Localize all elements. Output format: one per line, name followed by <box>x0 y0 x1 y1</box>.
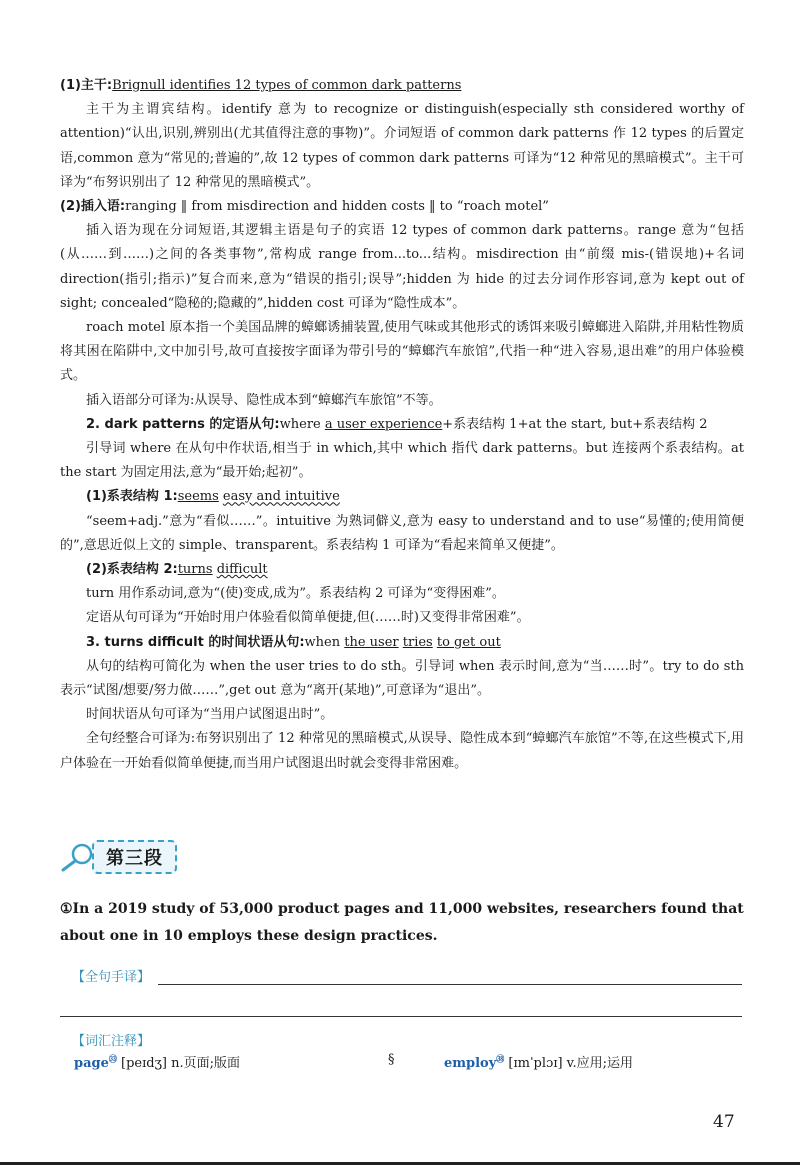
p4-explanation: “seem+adj.”意为“看似……”。intuitive 为熟词僻义,意为 easy to understand and to use“易懂的;使用简便的”,意思近似上文的 simple、transparent。系表结构 1 可译为“看起来简单又便捷”。 <box>60 513 744 553</box>
p6-explanation-3: 全句经整合可译为:布努识别出了 12 种常见的黑暗模式,从误导、隐性成本到“蟑螂汽车旅馆”不等,在这些模式下,用户体验在一开始看似简单便捷,而当用户试图退出时就会变得非常困难。 <box>60 731 744 771</box>
p2-explanation-3: 插入语部分可译为:从误导、隐性成本到“蟑螂汽车旅馆”不等。 <box>86 392 442 408</box>
p3-post: +系表结构 1+at the start, but+系表结构 2 <box>442 416 708 432</box>
section-title: 第三段 <box>92 840 177 874</box>
p3-explanation: 引导词 where 在从句中作状语,相当于 in which,其中 which 指代 dark patterns。but 连接两个系表结构。at the start 为固定用法,意为“最开始;起初”。 <box>60 441 744 481</box>
vocab-word: employ <box>444 1056 497 1071</box>
p5-explanation-1: turn 用作系动词,意为“(使)变成,成为”。系表结构 2 可译为“变得困难”。 <box>86 586 505 602</box>
p2-insertion: ranging ‖ from misdirection and hidden costs ‖ to “roach motel” <box>125 199 549 215</box>
p6-heading <box>60 631 744 655</box>
vocab-number: ㊳ <box>496 1053 505 1064</box>
p1-label: (1)主干: <box>60 78 113 93</box>
p6-explanation-2: 时间状语从句可译为“当用户试图退出时”。 <box>86 707 334 723</box>
p1-explanation: 主干为主谓宾结构。identify 意为 to recognize or distinguish(especially sth considered worthy of attention)“认出,识别,辨别出(尤其值得注意的事物)”。介词短语 of common dark patterns 作 12 types 的后置定语,common 意为“常见的;普遍的”,故 12 types of common dark patterns 可译为“12 种常见的黑暗模式”。主干可译为“布努识别出了 12 种常见的黑暗模式”。 <box>60 102 744 190</box>
bottom-divider <box>0 1162 800 1165</box>
p4-predicative: easy and intuitive <box>222 489 340 505</box>
p3-label: 2. dark patterns 的定语从句: <box>86 416 280 432</box>
p2-explanation-2: roach motel 原本指一个美国品牌的蟑螂诱捕装置,使用气味或其他形式的诱饵来吸引蟑螂进入陷阱,并用粘性物质将其困在陷阱中,文中加引号,故可直接按字面译为带引号的“蟑螂汽车旅馆”,代指一种“进入容易,退出难”的用户体验模式。 <box>60 320 744 384</box>
p4-label: (1)系表结构 1: <box>86 489 178 505</box>
p2-explanation-1: 插入语为现在分词短语,其逻辑主语是句子的宾语 12 types of common dark patterns。range 意为“包括(从……到……)之间的各类事物”,常构成 range from...to...结构。misdirection 由“前缀 mis-(错误地)+名词 direction(指引;指示)”复合而来,意为“错误的指引;误导”;hidden 为 hide 的过去分词作形容词,意为 kept out of sight; concealed“隐秘的;隐藏的”,hidden cost 可译为“隐性成本”。 <box>60 223 744 311</box>
p1-heading <box>60 74 744 98</box>
p6-explanation-1: 从句的结构可简化为 when the user tries to do sth。引导词 when 表示时间,意为“当……时”。try to do sth 表示“试图/想要/努力做……”,get out 意为“离开(某地)”,可意译为“退出”。 <box>60 658 744 699</box>
p5-predicative: difficult <box>216 562 268 578</box>
p5-explanation-2: 定语从句可译为“开始时用户体验看似简单便捷,但(……时)又变得非常困难”。 <box>86 610 530 626</box>
p1-main-clause: Brignull identifies 12 types of common dark patterns <box>112 78 462 93</box>
vocab-definition: [ɪmˈplɔɪ] v.应用;运用 <box>508 1056 633 1071</box>
p2-label: (2)插入语: <box>60 199 126 215</box>
vocab-word: page <box>74 1056 109 1071</box>
answer-line[interactable] <box>60 1016 742 1017</box>
translation-label: 【全句手译】 <box>72 970 151 985</box>
p5-verb: turns <box>177 562 213 578</box>
section-badge <box>58 840 177 874</box>
p6-label: 3. turns difficult 的时间状语从句: <box>86 634 305 650</box>
vocab-label: 【词汇注释】 <box>72 1034 151 1049</box>
p2-heading <box>60 195 744 219</box>
page-number: 47 <box>713 1112 735 1132</box>
p6-object: to get out <box>436 634 501 650</box>
mid-mark: § <box>388 1052 395 1067</box>
analysis-body <box>60 74 744 776</box>
p6-pre: when <box>304 634 345 650</box>
answer-line[interactable] <box>158 984 742 985</box>
p5-label: (2)系表结构 2: <box>86 562 178 578</box>
p4-verb: seems <box>177 489 219 505</box>
vocab-item <box>444 1052 633 1071</box>
p3-heading <box>60 413 744 437</box>
vocab-definition: [peɪdʒ] n.页面;版面 <box>121 1056 241 1071</box>
vocab-item <box>74 1052 240 1071</box>
p6-subject: the user <box>344 634 399 650</box>
p5-heading <box>60 558 744 582</box>
p4-heading <box>60 485 744 509</box>
p3-pre: where <box>279 416 325 432</box>
p6-verb: tries <box>402 634 433 650</box>
p3-subject: a user experience <box>324 416 443 432</box>
original-sentence: ①In a 2019 study of 53,000 product pages and 11,000 websites, researchers found that about one in 10 employs these design practices. <box>60 901 744 944</box>
vocab-number: ㉝ <box>108 1053 117 1064</box>
